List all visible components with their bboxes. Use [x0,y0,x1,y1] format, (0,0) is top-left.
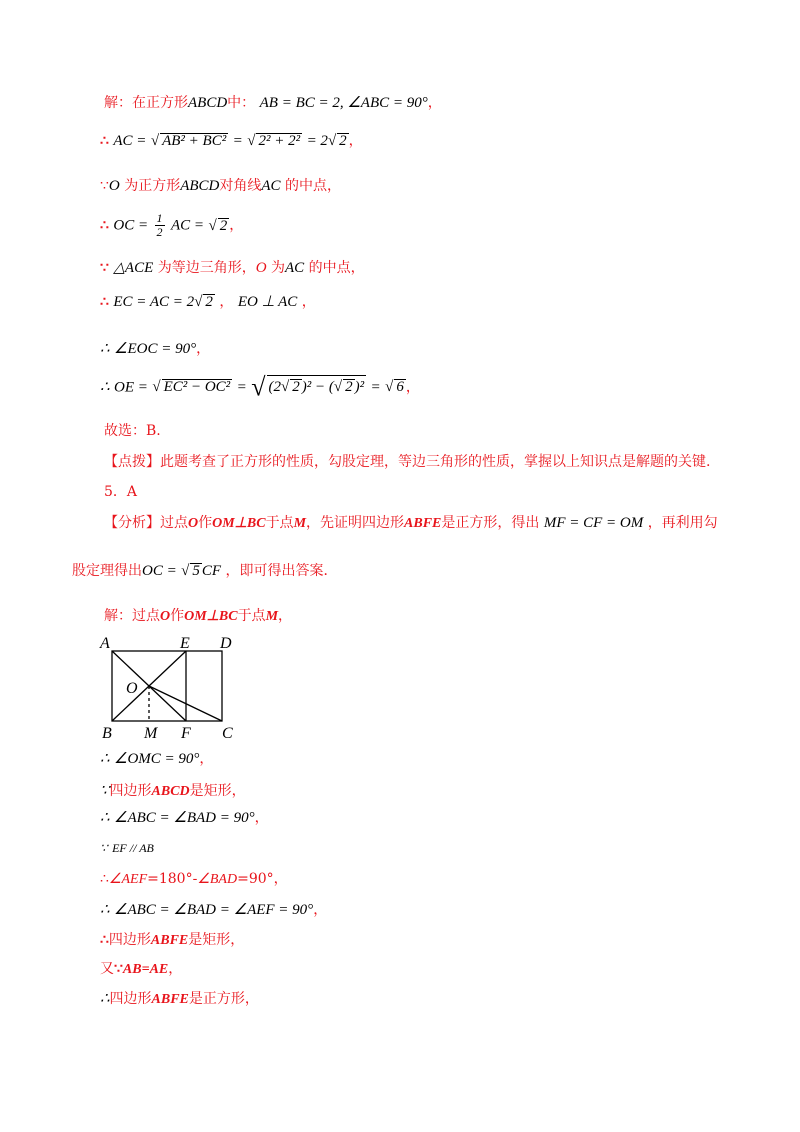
q5-step-7: ∴四边形ABFE是矩形， [100,932,245,948]
square-name: ABCD [188,95,228,111]
math: OE = [114,379,148,396]
square-name: ABCD [180,178,220,194]
therefore-symbol: ∴ [100,341,110,357]
label-c: C [222,725,233,742]
label-a: A [100,635,110,652]
because-symbol: ∵ [100,260,109,276]
tip-label: 【点拨】 [104,454,160,470]
text: 中： [227,95,256,111]
radicand: 2 [205,294,213,310]
punct: ， [348,133,363,149]
math: OC = [113,217,149,234]
solution-line-6: ∴ EC = AC = 2√ 2 ， EO ⊥ AC ， [100,294,316,310]
analysis-line-2: 股定理得出OC = √ 5 CF ，即可得出答案． [72,563,338,579]
question-5-number: 5．A [104,484,138,500]
text: 的中点， [308,260,365,276]
radicand: 2 [339,133,347,149]
triangle-label: △ACE [113,260,154,276]
math: = 2 [306,133,328,149]
punct: ， [405,379,420,396]
solution-line-7 [100,342,210,357]
math: AC = [113,133,147,149]
label-b: B [102,725,112,742]
solution-line-4: ∴ OC = $\frac{1}{2}$ AC = √ 2 ， [100,211,244,239]
math: = [370,379,381,396]
solution-line-3 [100,179,341,194]
analysis-label: 【分析】 [104,515,160,531]
therefore-symbol: ∴ [100,217,109,234]
radicand: 6 [396,379,404,396]
solution-line-5 [100,261,365,276]
q5-solution-intro: 解：过点O作OM⊥BC于点M， [104,608,293,624]
math: ∠EOC = 90° [114,341,197,357]
therefore-symbol: ∴ [100,133,109,149]
label-m: M [144,725,158,742]
math: AC = [171,217,205,234]
text: 对角线 [219,178,262,194]
label-f: F [181,725,191,742]
q5-step-8: 又∵AB=AE， [100,961,183,977]
punct: ， [219,294,234,310]
text: 为 [271,260,285,276]
radicand: AB² + BC² [162,133,227,149]
text: 为等边三角形， [157,260,256,276]
segment-label: AC [261,178,281,194]
punct: ， [427,95,442,111]
q5-step-2: ∵四边形ABCD是矩形， [100,783,246,799]
q5-step-9: ∴四边形ABFE是正方形， [100,991,259,1007]
analysis-line-1: 【分析】过点O作OM⊥BC于点M，先证明四边形ABFE是正方形，得出 MF = CF = OM ，再利用勾 [104,515,718,531]
punct: ， [196,341,211,357]
math: OC = [142,563,177,579]
math: = [232,133,243,149]
therefore-symbol: ∴ [100,379,110,396]
tip-text: 此题考查了正方形的性质，勾股定理，等边三角形的性质，掌握以上知识点是解题的关键. [160,454,711,470]
punct: ， [301,294,316,310]
answer-choice: 故选：B. [104,423,161,439]
given-equation: AB = BC = 2, ∠ABC = 90° [259,95,428,111]
math: MF = CF = OM [543,515,644,531]
therefore-symbol: ∴ [100,294,109,310]
q5-step-5: ∴∠AEF=180°-∠BAD=90°， [100,871,288,887]
point-label: O [255,260,267,276]
point-label: O [108,178,120,194]
q5-step-4: ∵ EF // AB [100,841,154,855]
q5-step-3: ∴ ∠ABC = ∠BAD = 90°， [100,810,269,826]
q5-step-1: ∴ ∠OMC = 90°， [100,751,214,767]
radicand: 2² + 2² [258,133,301,149]
q5-step-6: ∴ ∠ABC = ∠BAD = ∠AEF = 90°， [100,902,328,918]
text: 为正方形 [124,178,181,194]
radicand: 2 [219,217,228,234]
label-d: D [220,635,232,652]
fraction: $\frac{1}{2}$ [156,211,163,239]
math: EC = AC = 2 [113,294,195,310]
radicand: EC² − OC² [163,379,231,396]
because-symbol: ∵ [100,178,109,194]
text: 的中点， [285,178,342,194]
segment-label: AC [285,260,305,276]
solution-line-8: ∴ OE = √ EC² − OC² = √ (2√ 2 )² − (√ 2 )² = √ 6 ， [100,373,420,402]
punct: ， [229,217,244,234]
solution-line-1 [104,96,442,111]
tip-line [104,455,710,469]
math: EO ⊥ AC [237,294,298,310]
math: = [236,379,247,396]
label-o: O [126,680,138,697]
label-e: E [180,635,190,652]
solution-line-2: ∴ AC = √ AB² + BC² = √ 2² + 2² = 2√ 2 ， [100,133,363,149]
text: 解：在正方形 [104,95,188,111]
geometry-figure [96,630,246,742]
